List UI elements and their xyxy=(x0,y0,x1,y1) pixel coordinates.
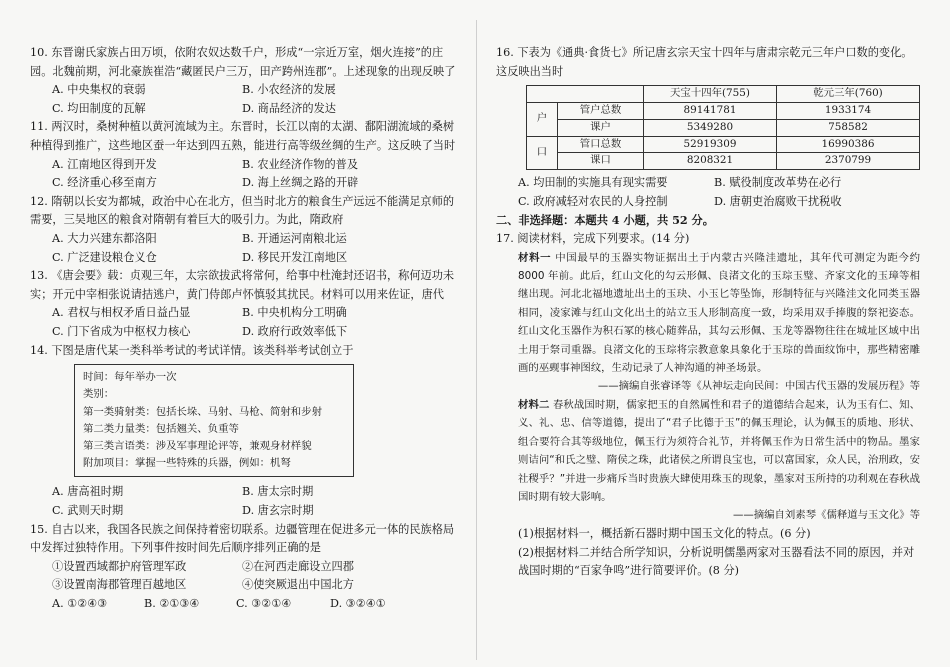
option-a[interactable]: A. 大力兴建东都洛阳 xyxy=(52,231,157,245)
option-a[interactable]: A. 君权与相权矛盾日益凸显 xyxy=(52,306,191,320)
material-two-label: 材料二 xyxy=(518,398,550,411)
question-13 xyxy=(30,267,458,341)
option-c[interactable]: C. 武则天时期 xyxy=(52,503,124,517)
question-13-options xyxy=(30,304,458,341)
question-11-stem: 11. 两汉时，桑树种植以黄河流域为主。东晋时，长江以南的太湖、鄱阳湖流域的桑树种植得到推广，这些地区蚕一年达到四五熟，能进行高等级丝绸的生产。这反映了当时 xyxy=(30,120,456,152)
box-line: 第三类言语类：涉及军事理论评等，兼观身材样貌 xyxy=(83,439,312,452)
row-label: 管口总数 xyxy=(558,136,644,153)
option-b[interactable]: B. ②①③④ xyxy=(144,596,200,610)
option-a[interactable]: A. 唐高祖时期 xyxy=(52,485,124,499)
material-two xyxy=(496,396,920,506)
option-a[interactable]: A. ①②④③ xyxy=(52,596,108,610)
question-16-options xyxy=(496,174,920,211)
option-d[interactable]: D. 唐玄宗时期 xyxy=(242,503,314,517)
material-two-source: ——摘编自刘素琴《儒释道与玉文化》等 xyxy=(732,509,920,522)
option-a[interactable]: A. 江南地区得到开发 xyxy=(52,157,157,171)
cell: 5349280 xyxy=(644,119,777,136)
cell: 2370799 xyxy=(777,153,920,170)
question-14 xyxy=(30,342,458,521)
question-14-stem: 14. 下图是唐代某一类科举考试的考试详情。该类科举考试创立于 xyxy=(30,343,354,357)
question-16-stem: 16. 下表为《通典·食货七》所记唐玄宗天宝十四年与唐肃宗乾元三年户口数的变化。这反映出当时 xyxy=(496,46,913,78)
event-item: ②在河西走廊设立四郡 xyxy=(242,559,354,573)
cell: 758582 xyxy=(777,119,920,136)
option-d[interactable]: D. 海上丝绸之路的开辟 xyxy=(242,176,359,190)
box-line: 类别： xyxy=(83,388,115,401)
question-11 xyxy=(30,118,458,192)
left-column xyxy=(30,44,458,613)
event-item: ①设置西域都护府管理军政 xyxy=(52,559,187,573)
material-one xyxy=(496,249,920,378)
cell: 52919309 xyxy=(644,136,777,153)
option-c[interactable]: C. 经济重心移至南方 xyxy=(52,176,157,190)
question-11-options xyxy=(30,156,458,193)
cell: 16990386 xyxy=(777,136,920,153)
section-heading: 二、非选择题：本题共 4 小题，共 52 分。 xyxy=(496,213,714,228)
table-row xyxy=(527,136,920,153)
group-label: 户 xyxy=(527,102,558,136)
question-12-options xyxy=(30,230,458,267)
question-17-stem: 17. 阅读材料，完成下列要求。(14 分) xyxy=(496,231,690,245)
box-line: 第一类骑射类：包括长垛、马射、马枪、简射和步射 xyxy=(83,405,322,418)
question-12 xyxy=(30,193,458,267)
event-item: ④使突厥退出中国北方 xyxy=(242,578,354,592)
col-header: 天宝十四年(755) xyxy=(644,86,777,103)
option-b[interactable]: B. 唐太宗时期 xyxy=(242,485,314,499)
exam-detail-box xyxy=(74,364,354,477)
option-b[interactable]: B. 农业经济作物的普及 xyxy=(242,157,359,171)
requirement-1: (1)根据材料一，概括新石器时期中国玉文化的特点。(6 分) xyxy=(518,527,811,541)
cell: 1933174 xyxy=(777,102,920,119)
table-row xyxy=(527,102,920,119)
table-corner xyxy=(527,86,644,103)
event-item: ③设置南海郡管理百越地区 xyxy=(52,578,187,592)
option-c[interactable]: C. 政府减轻对农民的人身控制 xyxy=(518,194,668,208)
question-10 xyxy=(30,44,458,118)
question-15-items xyxy=(30,558,458,595)
box-line: 第二类力量类：包括翘关、负重等 xyxy=(83,422,239,435)
option-c[interactable]: C. 均田制度的瓦解 xyxy=(52,101,146,115)
right-column xyxy=(496,44,920,581)
question-15-stem: 15. 自古以来，我国各民族之间保持着密切联系。边疆管理在促进多元一体的民族格局中发挥过独特作用。下列事件按时间先后顺序排列正确的是 xyxy=(30,522,455,555)
row-label: 课户 xyxy=(558,119,644,136)
option-b[interactable]: B. 小农经济的发展 xyxy=(242,83,336,97)
population-table xyxy=(526,85,920,170)
option-b[interactable]: B. 赋役制度改革势在必行 xyxy=(714,176,842,190)
option-a[interactable]: A. 均田制的实施具有现实需要 xyxy=(518,176,668,190)
cell: 8208321 xyxy=(644,153,777,170)
table-row xyxy=(527,153,920,170)
question-13-stem: 13. 《唐会要》载：贞观三年，太宗欲拔武将常何，给事中杜淹封还诏书，称何迈功未实；开元中宰相张说请拮逃户，黄门侍郎卢怀慎驳其扰民。材料可以用来佐证，唐代 xyxy=(30,269,455,301)
option-c[interactable]: C. 门下省成为中枢权力核心 xyxy=(52,324,191,338)
option-a[interactable]: A. 中央集权的衰弱 xyxy=(52,83,146,97)
question-10-stem: 10. 东晋谢氏家族占田万顷，依附农奴达数千户，形成“一宗近万室，烟火连接”的庄园。北魏前期，河北豪族崔浩“藏匿民户三万，田产跨州连郡”。上述现象的出现反映了 xyxy=(30,46,456,78)
option-b[interactable]: B. 中央机构分工明确 xyxy=(242,306,347,320)
question-15 xyxy=(30,521,458,614)
material-one-label: 材料一 xyxy=(518,251,552,264)
question-16 xyxy=(496,44,920,211)
option-d[interactable]: D. 移民开发江南地区 xyxy=(242,250,348,264)
option-c[interactable]: C. ③②①④ xyxy=(236,596,292,610)
material-two-text: 春秋战国时期，儒家把玉的自然属性和君子的道德结合起来，认为玉有仁、知、义、礼、忠、信等道德，提出了“君子比德于玉”的佩玉理论，认为佩玉的质地、形状、组合要符合其等级地位，佩玉行为须符合礼节，并将佩玉作为日常生活中的物品。墨家则诘问“和氏之璧、隋侯之珠，此诸侯之所谓良宝也，可以富国家，众人民，治刑政，安社稷乎？”并进一步痛斥当时贵族大肆使用珠玉的现象，墨家对玉所持的功利观在春秋战国时期有较大影响。 xyxy=(518,398,920,504)
table-header-row xyxy=(527,86,920,103)
question-15-options xyxy=(30,595,458,614)
group-label: 口 xyxy=(527,136,558,170)
row-label: 管户总数 xyxy=(558,102,644,119)
material-one-source: ——摘编自张睿译等《从神坛走向民间：中国古代玉器的发展历程》等 xyxy=(597,380,920,393)
cell: 89141781 xyxy=(644,102,777,119)
option-c[interactable]: C. 广泛建设粮仓义仓 xyxy=(52,250,157,264)
option-d[interactable]: D. 商品经济的发达 xyxy=(242,101,336,115)
row-label: 课口 xyxy=(558,153,644,170)
question-14-options xyxy=(30,483,458,520)
question-17 xyxy=(496,230,920,581)
table-row xyxy=(527,119,920,136)
requirement-2: (2)根据材料二并结合所学知识，分析说明儒墨两家对玉器看法不同的原因，并对战国时期的“百家争鸣”进行简要评价。(8 分) xyxy=(518,545,915,578)
option-d[interactable]: D. ③②④① xyxy=(330,596,386,610)
box-line: 时间：每年举办一次 xyxy=(83,371,177,384)
option-d[interactable]: D. 政府行政效率低下 xyxy=(242,324,348,338)
col-header: 乾元三年(760) xyxy=(777,86,920,103)
box-line: 附加项目：掌握一些特殊的兵器，例如：机弩 xyxy=(83,457,291,470)
option-b[interactable]: B. 开通运河南粮北运 xyxy=(242,231,347,245)
column-divider xyxy=(476,20,477,660)
question-12-stem: 12. 隋朝以长安为都城，政治中心在北方，但当时北方的粮食生产远远不能满足京师的需要，三吴地区的粮食对隋朝有着巨大的吸引力。为此，隋政府 xyxy=(30,194,455,227)
material-one-text: 中国最早的玉器实物证据出土于内蒙古兴隆洼遗址，其年代可测定为距今约 8000 年前。此后，红山文化的勾云形佩、良渚文化的玉琮玉璧、齐家文化的玉璋等相继出现。河北北福地遗址出土的玉玦、小玉匕等坠饰，形制特征与兴隆洼文化同类玉器相同，凌家滩与红山文化出土的站立玉人形制高度一致，均采用双手捧腹的祭祀姿态。红山文化玉器作为积石冢的核心随葬品，其勾云形佩、玉龙等器物往往在城址区域中出土用于祭司重器。良渚文化的玉琮将宗教意象具象化于玉琮的兽面纹饰中，那些精密雕画的巫觋事神图纹，生动记录了人神沟通的神圣场景。 xyxy=(518,251,921,374)
option-d[interactable]: D. 唐朝吏治腐败干扰税收 xyxy=(714,194,842,208)
question-10-options xyxy=(30,81,458,118)
